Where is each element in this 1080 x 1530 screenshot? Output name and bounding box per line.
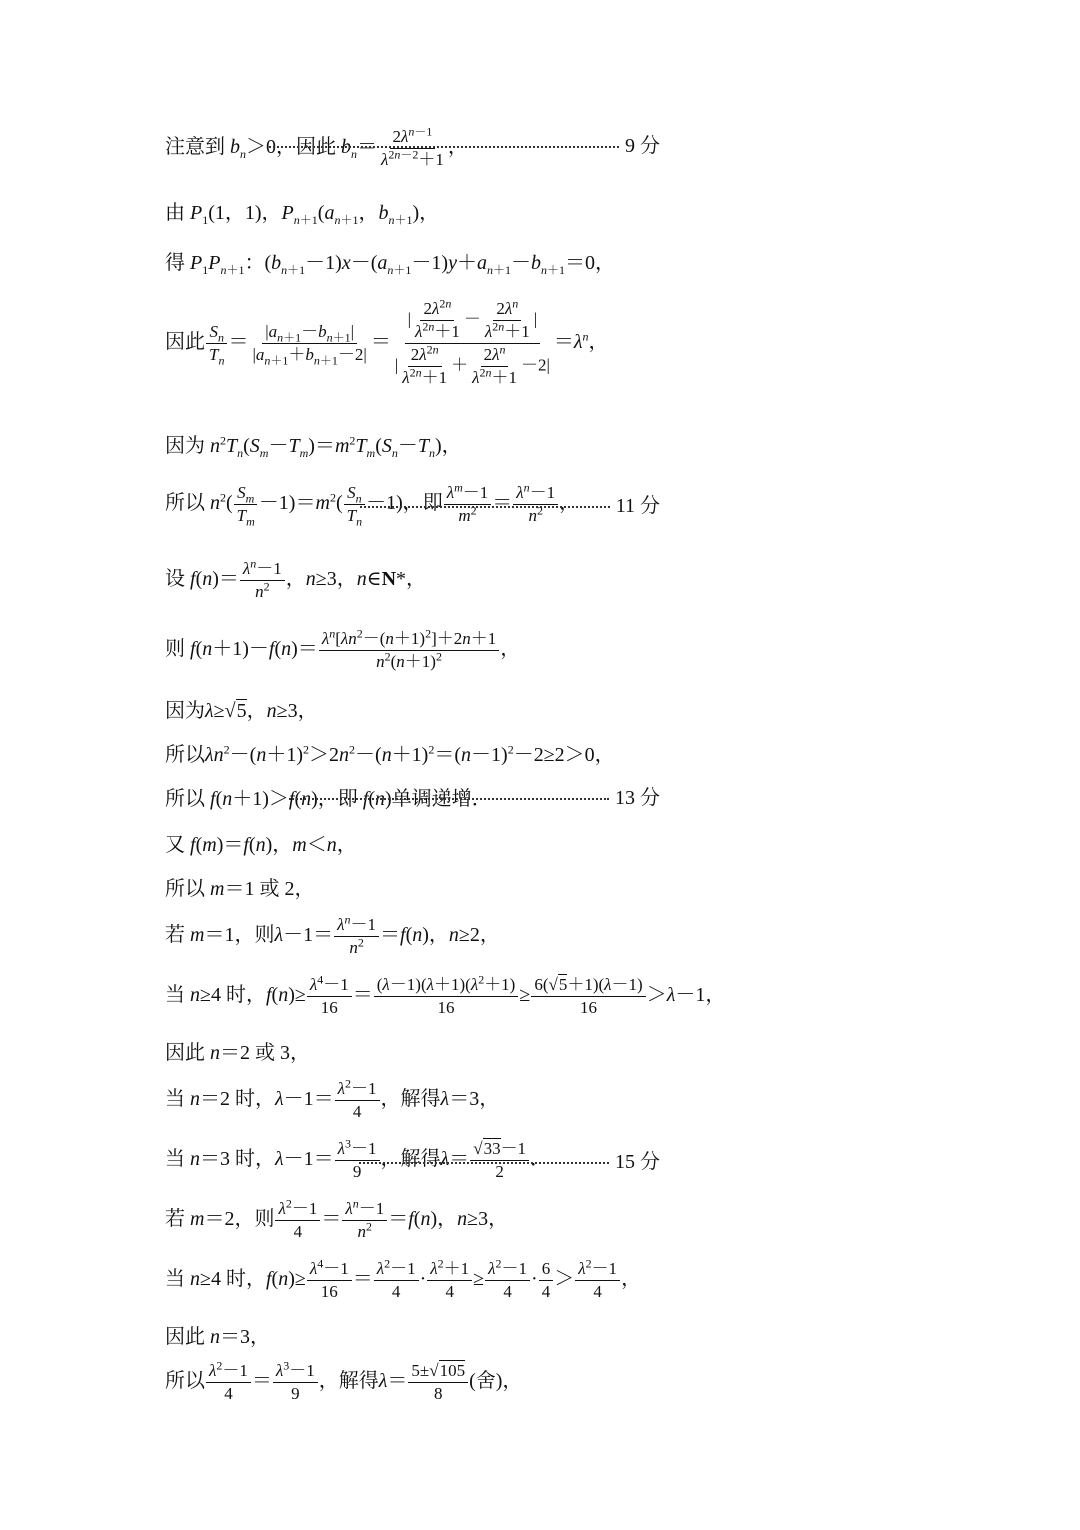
math-line — [165, 1136, 870, 1181]
math-line — [165, 788, 870, 809]
math-line — [165, 834, 870, 855]
line-text: 得 $P_1P_{n+1}$：$(b_{n+1}-1)x-(a_{n+1}-1)y+a_{n+1}-b_{n+1}=0$， — [165, 252, 615, 278]
line-text: 因为λ≥√5，n≥3， — [165, 700, 318, 723]
line-text: 若 m＝2，则 $\frac{\lambda^2-1}{4}$ ＝ $\frac{\lambda^n-1}{n^2}$ ＝f(n)，n≥3， — [165, 1196, 509, 1241]
line-text: 又 f(m)＝f(n)，m＜n， — [165, 834, 357, 857]
line-text: 因为 $n^2T_n(S_m-T_m)=m^2T_m(S_n-T_n)$， — [165, 433, 462, 461]
score-mark: 15 分 — [359, 1152, 660, 1172]
line-text: 当 n≥4 时，f(n)≥ $\frac{\lambda^4-1}{16}$ ＝ $\frac{(\lambda-1)(\lambda+1)(\lambda^2+1)}{16}$ ≥ $\frac{6(√5+1)(\lambda-1)}{16}$ ＞λ－1， — [165, 972, 726, 1017]
math-line — [165, 1042, 870, 1063]
math-line — [165, 1326, 870, 1347]
line-text: 注意到 $b_n>0$，因此 $b_n=$ $\frac{2\lambda^{n-1}}{\lambda^{2n-2}+1}$ ， — [165, 124, 468, 169]
line-text: 则 f(n＋1)－f(n)＝ $\frac{\lambda^n[\lambda n^2-(n+1)^2]+2n+1}{n^2(n+1)^2}$ ， — [165, 626, 521, 671]
line-text: 设 f(n)＝ $\frac{\lambda^n-1}{n^2}$ ，n≥3，n∈N*， — [165, 556, 427, 601]
score-mark: 9 分 — [269, 136, 660, 156]
math-line — [165, 1076, 870, 1121]
line-text: 因此 n＝2 或 3， — [165, 1042, 310, 1065]
math-line — [165, 1196, 870, 1241]
line-text: 当 n≥4 时，f(n)≥ $\frac{\lambda^4-1}{16}$ ＝ $\frac{\lambda^2-1}{4}$ · $\frac{\lambda^2+1}{4}$ ≥ $\frac{\lambda^2-1}{4}$ · $\frac{6}{4}$ ＞ $\frac{\lambda^2-1}{4}$ ， — [165, 1256, 642, 1301]
line-text: 所以 $\frac{\lambda^2-1}{4}$ ＝ $\frac{\lambda^3-1}{9}$ ，解得λ＝ $\frac{5\pm√105}{8}$ (舍)， — [165, 1358, 523, 1403]
line-text: 所以 m＝1 或 2， — [165, 878, 315, 901]
line-text: 由 $P_1(1$，1)，$P_{n+1}(a_{n+1}$，$b_{n+1}$)， — [165, 202, 440, 228]
score-mark: 11 分 — [360, 496, 660, 516]
math-line — [165, 1358, 870, 1403]
line-text: 因此 $\frac{S_n}{T_n}$ ＝ $\frac{|a_{n+1}-b_{n+1}|}{|a_{n+1}+b_{n+1}-2|}$ ＝ | $\frac{2\lambda^{2n}}{\lambda^{2n}+1}$ － $\frac{2\lambda^n}{\lambda^{2n}+1}$ | | $\frac{2\lambda^{2n}}{\lambda^{2n}+1}$ ＋ $\frac{2\lambda^n}{\lambda^{2n}+1}$ －2| $=\lambda^n$， — [165, 296, 609, 387]
math-line — [165, 296, 870, 387]
math-line — [165, 1256, 870, 1301]
math-line — [165, 626, 870, 671]
math-line — [165, 480, 870, 529]
math-line — [165, 912, 870, 957]
math-line — [165, 556, 870, 601]
math-line — [165, 202, 870, 228]
score-mark: 13 分 — [289, 788, 660, 808]
line-text: 所以 f(n＋1)＞f(n)，即 f(n)单调递增． — [165, 788, 492, 811]
math-line — [165, 252, 870, 278]
line-text: 所以$\lambda n^2-(n+1)^2>2n^2-(n+1)^2=(n-1)^2-2\ge 2>0$， — [165, 742, 615, 767]
line-text: 因此 n＝3， — [165, 1326, 270, 1349]
math-line — [165, 744, 870, 765]
math-line — [165, 700, 870, 721]
line-text: 若 m＝1，则λ－1＝ $\frac{\lambda^n-1}{n^2}$ ＝f(n)，n≥2， — [165, 912, 500, 957]
math-line — [165, 972, 870, 1017]
line-text: 当 n＝2 时，λ－1＝ $\frac{\lambda^2-1}{4}$ ，解得λ＝3， — [165, 1076, 500, 1121]
math-line — [165, 878, 870, 899]
math-line — [165, 433, 870, 461]
math-line — [165, 124, 870, 169]
line-text: 所以 $n^2$( $\frac{S_m}{T_m}$ $-1)=m^2$( $\frac{S_n}{T_n}$ －1)，即 $\frac{\lambda^m-1}{m^2}$ ＝ $\frac{\lambda^n-1}{n^2}$ ， — [165, 480, 580, 529]
line-text: 当 n＝3 时，λ－1＝ $\frac{\lambda^3-1}{9}$ ，解得λ＝ $\frac{√33-1}{2}$ ． — [165, 1136, 551, 1181]
